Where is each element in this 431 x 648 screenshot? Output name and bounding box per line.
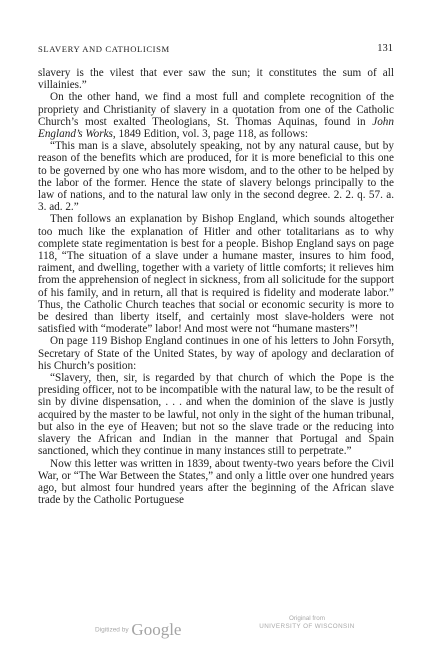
digitized-by-label: Digitized by bbox=[95, 626, 129, 634]
body-text bbox=[38, 67, 394, 506]
paragraph-6-england-quote: “Slavery, then, sir, is regarded by that church of which the Pope is the presiding officer, not to be incompatible with the natural law, to be the result of sin by divine dispensation, . . . and when the dominion of the slave is justly acquired by the master to be lawful, not only in the sight of the human tribunal, but also in the eye of Heaven; but not so the slave trade or the reducing into slavery the African and Indian in the manner that Portugal and Spain sanctioned, which they continue in many instances still to perpetrate.” bbox=[38, 372, 394, 458]
paragraph-3-aquinas-quote: “This man is a slave, absolutely speaking, not by any natural cause, but by reason of the benefits which are produced, for it is more beneficial to this one to be governed by one who has more wisdom, and to the other to be helped by the labor of the former. Hence the state of slavery belongs principally to the law of nations, and to the natural law only in the second degree. 2. 2. q. 57. a. 3. ad. 2.” bbox=[38, 140, 394, 214]
paragraph-2-text-after: 1849 Edition, vol. 3, page 118, as follows: bbox=[115, 128, 308, 141]
paragraph-4: Then follows an explanation by Bishop England, which sounds altogether too much like the explanation of Hitler and other totalitarians as to why complete state regimentation is best for a people. Bishop England says on page 118, “The situation of a slave under a humane master, insures to him food, raiment, and dwelling, together with a variety of little comforts; it relieves him from the apprehension of neglect in sickness, from all solicitude for the support of his family, and in return, all that is required is fidelity and moderate labor.” Thus, the Catholic Church teaches that social or economic security is more to be desired than liberty itself, and certainly most slave-holders were not satisfied with “moderate” labor! And most were not “humane masters”! bbox=[38, 213, 394, 336]
institution-name: UNIVERSITY OF WISCONSIN bbox=[259, 623, 355, 630]
paragraph-1: slavery is the vilest that ever saw the sun; it constitutes the sum of all villainies.” bbox=[38, 67, 394, 92]
google-logo: Google bbox=[131, 620, 182, 639]
paragraph-2 bbox=[38, 91, 394, 140]
paragraph-2-text-before: On the other hand, we find a most full and complete recognition of the propriety and Christianity of slavery in a quotation from one of the Catholic Church’s most exalted Theologians, St. Thomas Aquinas, found in bbox=[38, 91, 394, 128]
original-from-notice bbox=[247, 615, 367, 631]
running-head bbox=[38, 44, 393, 58]
page-number: 131 bbox=[377, 43, 393, 54]
paragraph-7: Now this letter was written in 1839, about twenty-two years before the Civil War, or “The War Between the States,” and only a little over one hundred years ago, but almost four hundred years after the beginning of the African slave trade by the Catholic Portuguese bbox=[38, 457, 394, 507]
digitized-by-notice bbox=[95, 620, 181, 640]
running-title: SLAVERY AND CATHOLICISM bbox=[38, 44, 170, 54]
digitization-footer bbox=[0, 612, 431, 642]
book-title-italic: John England’s Works, bbox=[38, 115, 394, 141]
original-from-label: Original from bbox=[288, 615, 326, 622]
paragraph-5: On page 119 Bishop England continues in one of his letters to John Forsyth, Secretary of State of the United States, by way of apology and declaration of his Church’s position: bbox=[38, 335, 394, 372]
